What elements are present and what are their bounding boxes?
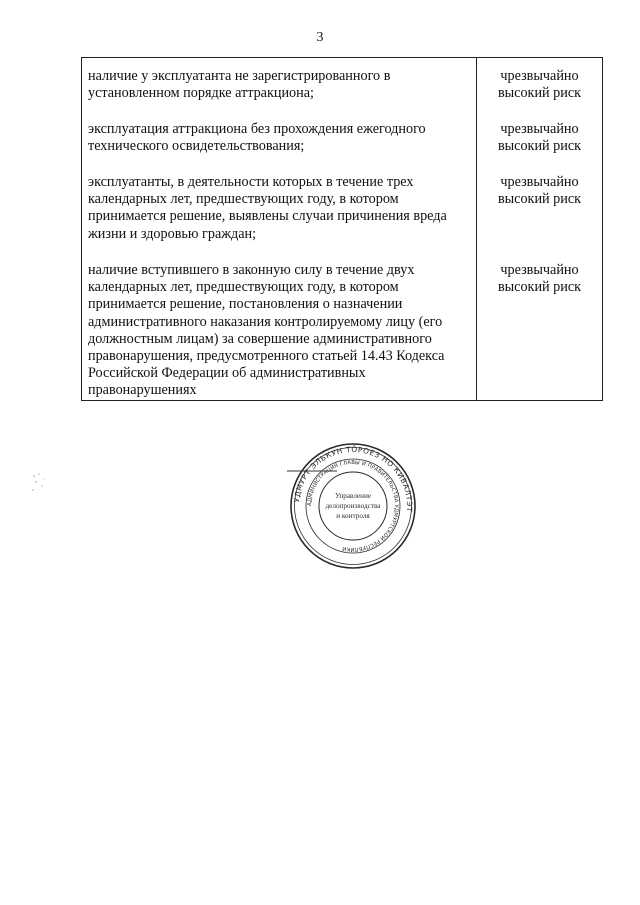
official-seal-stamp bbox=[287, 440, 419, 572]
risk-category-cell: чрезвычайно высокий риск bbox=[477, 164, 603, 252]
criterion-cell: эксплуатация аттракциона без прохождения ежегодного технического освидетельствования; bbox=[82, 111, 477, 164]
seal-center-line: делопроизводства bbox=[325, 502, 381, 510]
table-row bbox=[82, 58, 603, 112]
criterion-cell: наличие у эксплуатанта не зарегистрированного в установленном порядке аттракциона; bbox=[82, 58, 477, 112]
scan-specks bbox=[30, 470, 60, 510]
risk-criteria-table bbox=[81, 57, 603, 401]
page-number: 3 bbox=[316, 30, 324, 45]
table-row bbox=[82, 111, 603, 164]
risk-category-cell: чрезвычайно высокий риск bbox=[477, 252, 603, 400]
seal-outer-text: УДМУРТ ЭЛЬКУН ТӦРОЕЗ НО КИВАЛТЭТ bbox=[292, 444, 415, 513]
table-row bbox=[82, 164, 603, 252]
table-row bbox=[82, 252, 603, 400]
seal-center-line: и контроля bbox=[336, 512, 370, 520]
seal-center-line: Управление bbox=[334, 492, 372, 500]
risk-category-cell: чрезвычайно высокий риск bbox=[477, 111, 603, 164]
risk-category-cell: чрезвычайно высокий риск bbox=[477, 58, 603, 112]
criterion-cell: эксплуатанты, в деятельности которых в течение трех календарных лет, предшествующих году, в котором принимается решение, выявлены случаи причинения вреда жизни и здоровью граждан; bbox=[82, 164, 477, 252]
criterion-cell: наличие вступившего в законную силу в течение двух календарных лет, предшествующих году, в котором принимается решение, постановления о назначении административного наказания контролируемому лицу (его должностным лицам) за совершение административного правонарушения, предусмотренного статьей 14.43 Кодекса Российской Федерации об административных правонарушениях bbox=[82, 252, 477, 400]
seal-inner-text: АДМИНИСТРАЦИЯ ГЛАВЫ И ПРАВИТЕЛЬСТВА УДМУРТСКОЙ РЕСПУБЛИКИ bbox=[306, 459, 400, 553]
